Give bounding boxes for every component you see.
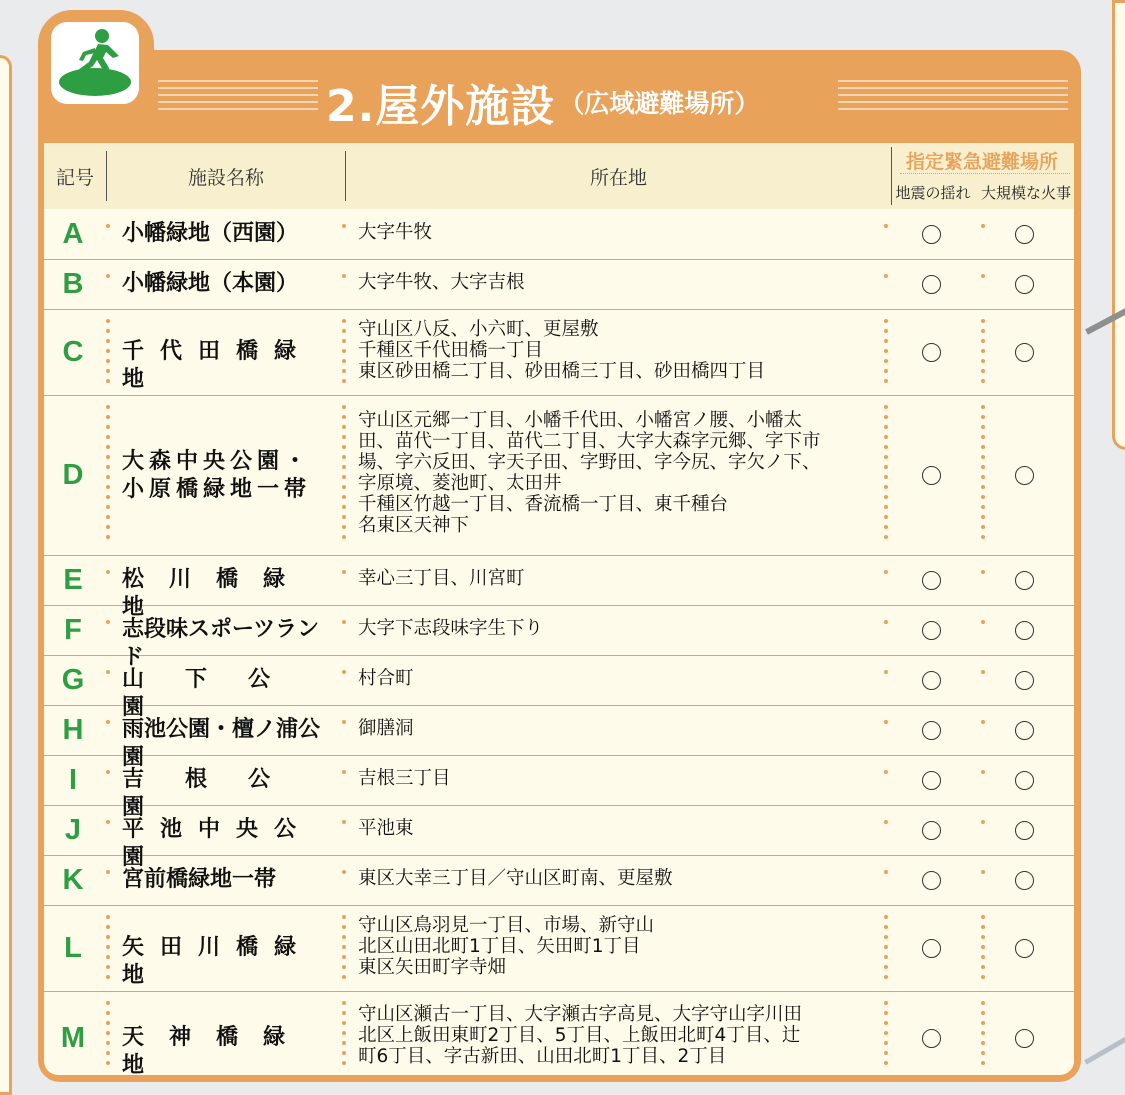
table-row xyxy=(44,606,1074,670)
facility-name: 志段味スポーツランド xyxy=(122,617,320,670)
header-fire: 大規模な火事 xyxy=(980,184,1071,202)
dot-separator xyxy=(340,617,348,627)
section-title-sub: （広域避難場所） xyxy=(559,89,760,118)
address-line: 大字牛牧、大字吉根 xyxy=(358,271,525,293)
dot-separator xyxy=(104,617,112,627)
dot-separator xyxy=(882,567,890,577)
facility-address xyxy=(358,222,878,243)
designation-mark-fire xyxy=(1015,671,1034,690)
address-line: 町6丁目、字古新田、山田北町1丁目、2丁目 xyxy=(358,1046,727,1067)
address-line: 東区矢田町字寺畑 xyxy=(358,956,507,978)
designation-mark-fire xyxy=(1015,721,1034,740)
dot-separator xyxy=(340,817,348,827)
facility-address xyxy=(358,272,878,293)
header-code: 記号 xyxy=(55,166,94,189)
dot-separator xyxy=(340,767,348,777)
facility-code: I xyxy=(68,764,78,796)
dot-separator xyxy=(979,402,987,542)
table-row xyxy=(44,706,1074,770)
dot-separator xyxy=(882,912,890,982)
designation-mark-earthquake xyxy=(922,821,941,840)
facility-name: 小幡緑地（本園） xyxy=(122,271,299,296)
dot-separator xyxy=(979,567,987,577)
facility-address xyxy=(358,1004,878,1067)
table-row xyxy=(44,210,1074,260)
address-line: 北区山田北町1丁目、矢田町1丁目 xyxy=(358,935,641,957)
dot-separator xyxy=(979,316,987,386)
designation-mark-earthquake xyxy=(922,621,941,640)
evacuation-person-icon xyxy=(51,22,139,104)
designation-mark-earthquake xyxy=(922,1029,941,1048)
facility-code: M xyxy=(60,1021,86,1054)
dot-separator xyxy=(340,567,348,577)
address-line: 場、字六反田、字天子田、字野田、字今尻、字欠ノ下、 xyxy=(358,452,821,473)
facility-code: F xyxy=(64,614,82,646)
address-line: 東区大幸三丁目／守山区町南、更屋敷 xyxy=(358,867,673,889)
designation-mark-earthquake xyxy=(922,225,941,244)
designation-mark-fire xyxy=(1015,571,1034,590)
table-row xyxy=(44,396,1074,556)
facility-address xyxy=(358,768,878,789)
designation-mark-fire xyxy=(1015,466,1034,485)
designation-mark-fire xyxy=(1015,1029,1034,1048)
icon-badge xyxy=(38,10,154,116)
dot-separator xyxy=(104,767,112,777)
dot-separator xyxy=(104,271,112,281)
facility-name: 小幡緑地（西園） xyxy=(122,221,299,246)
facility-address xyxy=(358,818,878,839)
title-decoration-right xyxy=(838,80,1068,116)
facility-address xyxy=(358,319,878,382)
adjacent-panel-right xyxy=(1112,0,1125,450)
designation-mark-fire xyxy=(1015,821,1034,840)
facility-code: K xyxy=(62,864,84,896)
facility-address xyxy=(358,410,878,536)
designation-mark-fire xyxy=(1015,621,1034,640)
facility-table xyxy=(44,143,1074,1075)
dot-separator xyxy=(340,717,348,727)
address-line: 名東区天神下 xyxy=(358,515,470,536)
dot-separator xyxy=(979,271,987,281)
title-decoration-left xyxy=(158,80,318,116)
address-line: 守山区八反、小六町、更屋敷 xyxy=(358,318,599,340)
designation-mark-fire xyxy=(1015,275,1034,294)
dot-separator xyxy=(882,817,890,827)
table-row xyxy=(44,310,1074,396)
facility-name: 平池中央公園 xyxy=(122,817,313,870)
facility-address xyxy=(358,568,878,589)
section-title-main: 2.屋外施設 xyxy=(326,81,556,132)
adjacent-panel-left xyxy=(0,55,12,1095)
map-road xyxy=(1084,1020,1125,1064)
designation-mark-fire xyxy=(1015,939,1034,958)
dot-separator xyxy=(104,717,112,727)
header-name: 施設名称 xyxy=(187,166,264,189)
dot-separator xyxy=(882,617,890,627)
facility-name-line: 大森中央公園・ xyxy=(122,449,312,474)
designation-mark-earthquake xyxy=(922,275,941,294)
designation-mark-earthquake xyxy=(922,466,941,485)
facility-code: E xyxy=(63,564,83,596)
dot-separator xyxy=(882,717,890,727)
dot-separator xyxy=(979,912,987,982)
dot-separator xyxy=(104,667,112,677)
facility-address xyxy=(358,718,878,739)
facility-name: 吉根公園 xyxy=(122,767,312,820)
facility-name: 矢田川橋緑地 xyxy=(122,935,313,988)
address-line: 平池東 xyxy=(358,817,414,839)
facility-name: 松川橋緑地 xyxy=(122,567,311,620)
facility-address xyxy=(358,668,878,689)
section-title xyxy=(326,70,759,130)
header-address: 所在地 xyxy=(589,166,647,189)
address-line: 大字下志段味字生下り xyxy=(358,617,544,639)
dot-separator xyxy=(104,998,112,1068)
dot-separator xyxy=(882,316,890,386)
dot-separator xyxy=(104,817,112,827)
table-row xyxy=(44,992,1074,1075)
facility-name: 天神橋緑地 xyxy=(122,1024,311,1075)
designation-mark-earthquake xyxy=(922,571,941,590)
dot-separator xyxy=(340,271,348,281)
address-line: 千種区竹越一丁目、香流橋一丁目、東千種台 xyxy=(358,494,729,515)
dot-separator xyxy=(104,567,112,577)
address-line: 字原境、菱池町、太田井 xyxy=(358,473,562,494)
table-header xyxy=(44,143,1074,209)
dot-separator xyxy=(340,316,348,386)
table-row xyxy=(44,556,1074,620)
dot-separator xyxy=(882,767,890,777)
facility-code: L xyxy=(64,932,82,964)
dot-separator xyxy=(882,867,890,877)
dot-separator xyxy=(104,221,112,231)
designation-mark-fire xyxy=(1015,771,1034,790)
dot-separator xyxy=(340,402,348,542)
facility-code: A xyxy=(62,218,84,250)
designation-mark-fire xyxy=(1015,343,1034,362)
address-line: 千種区千代田橋一丁目 xyxy=(358,339,544,361)
dot-separator xyxy=(979,767,987,777)
designation-mark-earthquake xyxy=(922,721,941,740)
facility-code: G xyxy=(61,664,85,696)
facility-name xyxy=(122,448,332,504)
table-row xyxy=(44,260,1074,310)
table-row xyxy=(44,656,1074,720)
dot-separator xyxy=(979,998,987,1068)
designation-mark-fire xyxy=(1015,225,1034,244)
dot-separator xyxy=(979,617,987,627)
address-line: 幸心三丁目、川宮町 xyxy=(358,567,525,589)
facility-address xyxy=(358,868,878,889)
address-line: 守山区元郷一丁目、小幡千代田、小幡宮ノ腰、小幡太 xyxy=(358,410,803,431)
facility-name: 千代田橋緑地 xyxy=(122,339,313,392)
address-line: 御膳洞 xyxy=(358,717,414,739)
address-line: 北区上飯田東町2丁目、5丁目、上飯田北町4丁目、辻 xyxy=(358,1025,801,1046)
dot-separator xyxy=(104,316,112,386)
dot-separator xyxy=(340,998,348,1068)
designation-mark-earthquake xyxy=(922,343,941,362)
dot-separator xyxy=(979,867,987,877)
designation-mark-fire xyxy=(1015,871,1034,890)
table-row xyxy=(44,856,1074,906)
address-line: 田、苗代一丁目、苗代二丁目、大字大森字元郷、字下市 xyxy=(358,431,821,452)
address-line: 守山区瀬古一丁目、大字瀬古字高見、大字守山字川田 xyxy=(358,1004,803,1025)
facility-code: D xyxy=(62,459,84,491)
dot-separator xyxy=(882,667,890,677)
dot-separator xyxy=(882,271,890,281)
dot-separator xyxy=(340,221,348,231)
dot-separator xyxy=(104,912,112,982)
dot-separator xyxy=(340,867,348,877)
address-line: 東区砂田橋二丁目、砂田橋三丁目、砂田橋四丁目 xyxy=(358,360,766,382)
dot-separator xyxy=(340,667,348,677)
facility-address xyxy=(358,618,878,639)
dot-separator xyxy=(882,402,890,542)
address-line: 守山区鳥羽見一丁目、市場、新守山 xyxy=(358,914,655,936)
dot-separator xyxy=(104,402,112,542)
dot-separator xyxy=(882,998,890,1068)
facility-name: 宮前橋緑地一帯 xyxy=(122,867,277,892)
dot-separator xyxy=(979,667,987,677)
facility-name-line: 小原橋緑地一帯 xyxy=(122,477,312,502)
facility-code: H xyxy=(62,714,84,746)
table-row xyxy=(44,756,1074,820)
address-line: 大字牛牧 xyxy=(358,221,433,243)
address-line: 村合町 xyxy=(358,667,414,689)
facility-code: J xyxy=(64,814,82,846)
facility-code: C xyxy=(62,336,84,368)
dot-separator xyxy=(882,221,890,231)
dot-separator xyxy=(104,867,112,877)
dot-separator xyxy=(979,221,987,231)
facility-name: 雨池公園・檀ノ浦公園 xyxy=(122,717,321,770)
designation-mark-earthquake xyxy=(922,671,941,690)
table-row xyxy=(44,906,1074,992)
facility-code: B xyxy=(62,268,84,300)
designation-mark-earthquake xyxy=(922,871,941,890)
dot-separator xyxy=(979,817,987,827)
facility-name: 山下公園 xyxy=(122,667,312,720)
header-designated: 指定緊急避難場所 xyxy=(905,151,1058,173)
address-line: 吉根三丁目 xyxy=(358,767,451,789)
facility-address xyxy=(358,915,878,978)
header-earthquake: 地震の揺れ xyxy=(895,184,971,202)
designation-mark-earthquake xyxy=(922,939,941,958)
designation-mark-earthquake xyxy=(922,771,941,790)
dot-separator xyxy=(979,717,987,727)
table-row xyxy=(44,806,1074,870)
dot-separator xyxy=(340,912,348,982)
